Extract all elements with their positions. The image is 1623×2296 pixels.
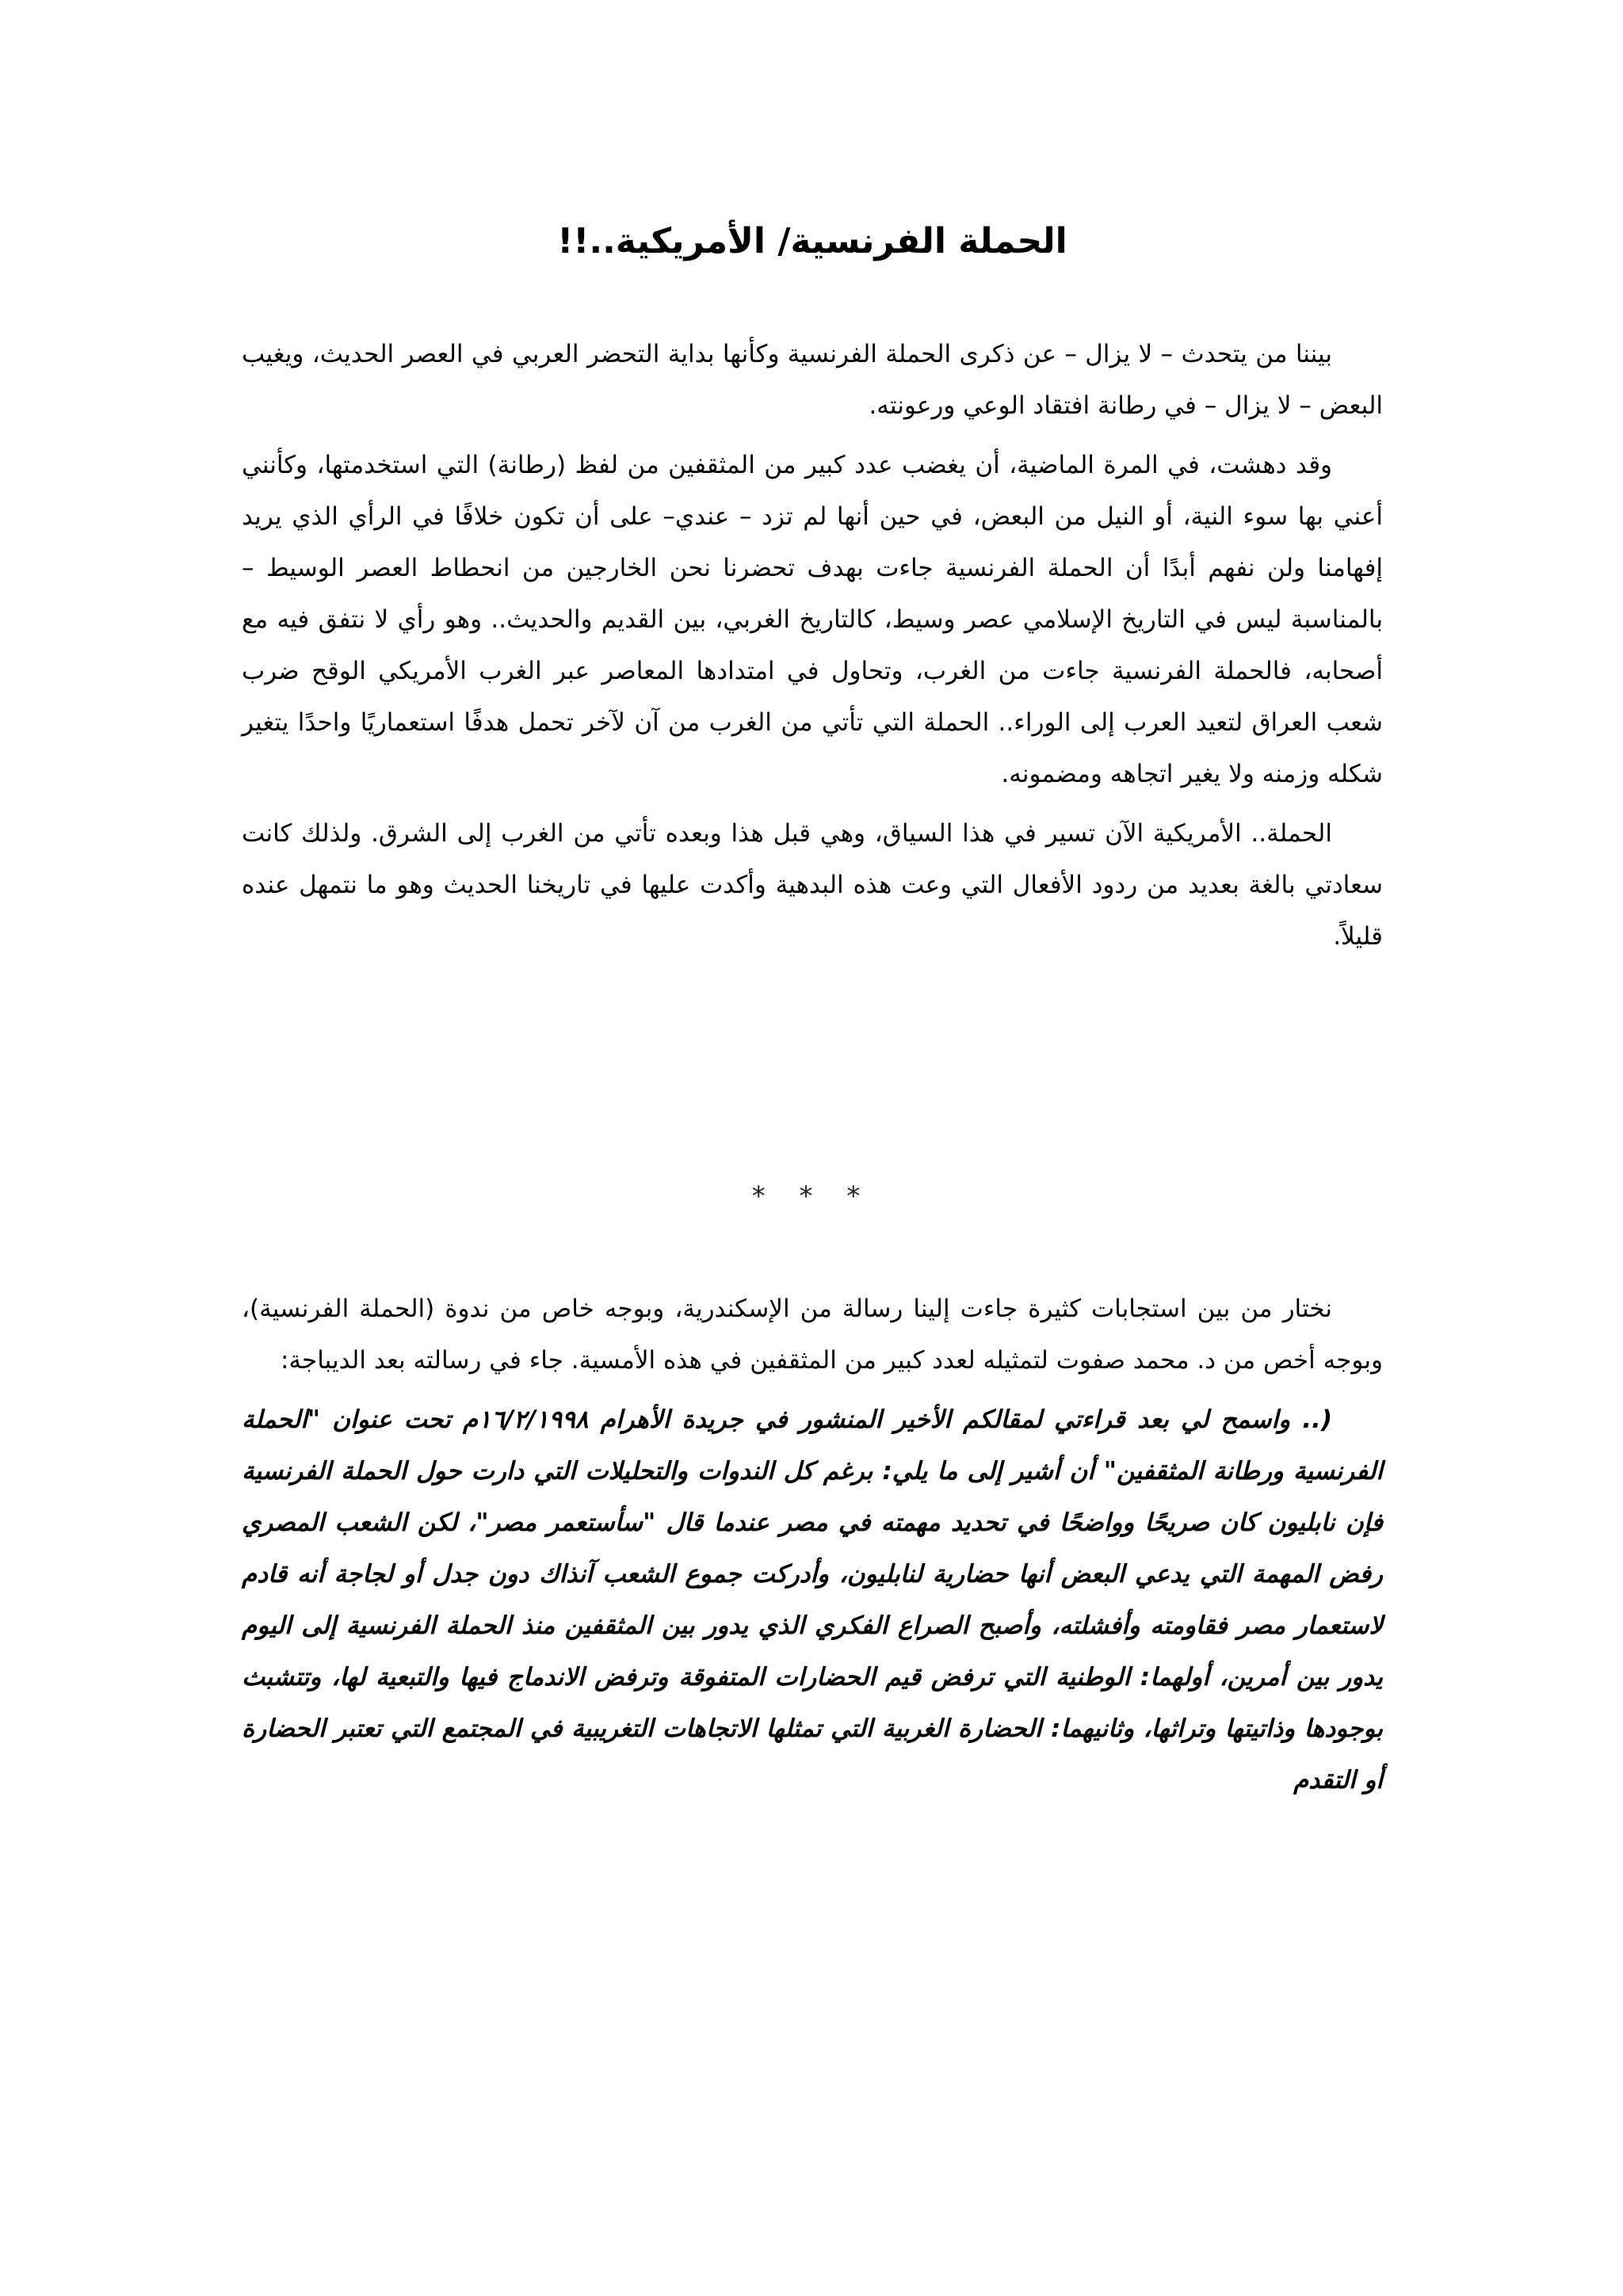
paragraph: بيننا من يتحدث – لا يزال – عن ذكرى الحملة الفرنسية وكأنها بداية التحضر العربي في العصر الحديث، ويغيب البعض – لا يزال – في رطانة افتقاد الوعي ورعونته.: [242, 340, 1383, 420]
page-title: الحملة الفرنسية/ الأمريكية..!!: [557, 221, 1067, 261]
paragraph: نختار من بين استجابات كثيرة جاءت إلينا رسالة من الإسكندرية، وبوجه خاص من ندوة (الحملة الفرنسية)، وبوجه أخص من د. محمد صفوت لتمثيله لعدد كبير من المثقفين في هذه الأمسية. جاء في رسالته بعد الديباجة:: [242, 1295, 1383, 1375]
quoted-letter: (.. واسمح لي بعد قراءتي لمقالكم الأخير المنشور في جريدة الأهرام ١٦/٢/١٩٩٨م تحت عنوان "الحملة الفرنسية ورطانة المثقفين" أن أشير إلى ما يلي: برغم كل الندوات والتحليلات التي دارت حول الحملة الفرنسية فإن نابليون كان صريحًا وواضحًا في تحديد مهمته في مصر عندما قال "سأستعمر مصر"، لكن الشعب المصري رفض المهمة التي يدعي البعض أنها حضارية لنابليون، وأدركت جموع الشعب آنذاك دون جدل أو لجاجة أنه قادم لاستعمار مصر فقاومته وأفشلته، وأصبح الصراع الفكري الذي يدور بين المثقفين منذ الحملة الفرنسية إلى اليوم يدور بين أمرين، أولهما: الوطنية التي ترفض قيم الحضارات المتفوقة وترفض الاندماج فيها والتبعية لها، وتتشبث بوجودها وذاتيتها وتراثها، وثانيهما: الحضارة الغربية التي تمثلها الاتجاهات التغريبية في المجتمع التي تعتبر الحضارة أو التقدم: [242, 1405, 1383, 1794]
section-one: [242, 329, 1383, 963]
section-two: [242, 1283, 1383, 1806]
paragraph: الحملة.. الأمريكية الآن تسير في هذا السياق، وهي قبل هذا وبعده تأتي من الغرب إلى الشرق. ولذلك كانت سعادتي بالغة بعديد من ردود الأفعال التي وعت هذه البدهية وأكدت عليها في تاريخنا الحديث وهو ما نتمهل عنده قليلاً.: [242, 819, 1383, 951]
section-separator: * * *: [751, 1180, 873, 1212]
paragraph: وقد دهشت، في المرة الماضية، أن يغضب عدد كبير من المثقفين من لفظ (رطانة) التي استخدمتها، وكأنني أعني بها سوء النية، أو النيل من البعض، في حين أنها لم تزد – عندي– على أن تكون خلافًا في الرأي الذي يريد إفهامنا ولن نفهم أبدًا أن الحملة الفرنسية جاءت بهدف تحضرنا نحن الخارجين من انحطاط العصر الوسيط – بالمناسبة ليس في التاريخ الإسلامي عصر وسيط، كالتاريخ الغربي، بين القديم والحديث.. وهو رأي لا نتفق فيه مع أصحابه، فالحملة الفرنسية جاءت من الغرب، وتحاول في امتدادها المعاصر عبر الغرب الأمريكي الوقح ضرب شعب العراق لتعيد العرب إلى الوراء.. الحملة التي تأتي من الغرب من آن لآخر تحمل هدفًا استعماريًا واحدًا يتغير شكله وزمنه ولا يغير اتجاهه ومضمونه.: [242, 451, 1383, 788]
